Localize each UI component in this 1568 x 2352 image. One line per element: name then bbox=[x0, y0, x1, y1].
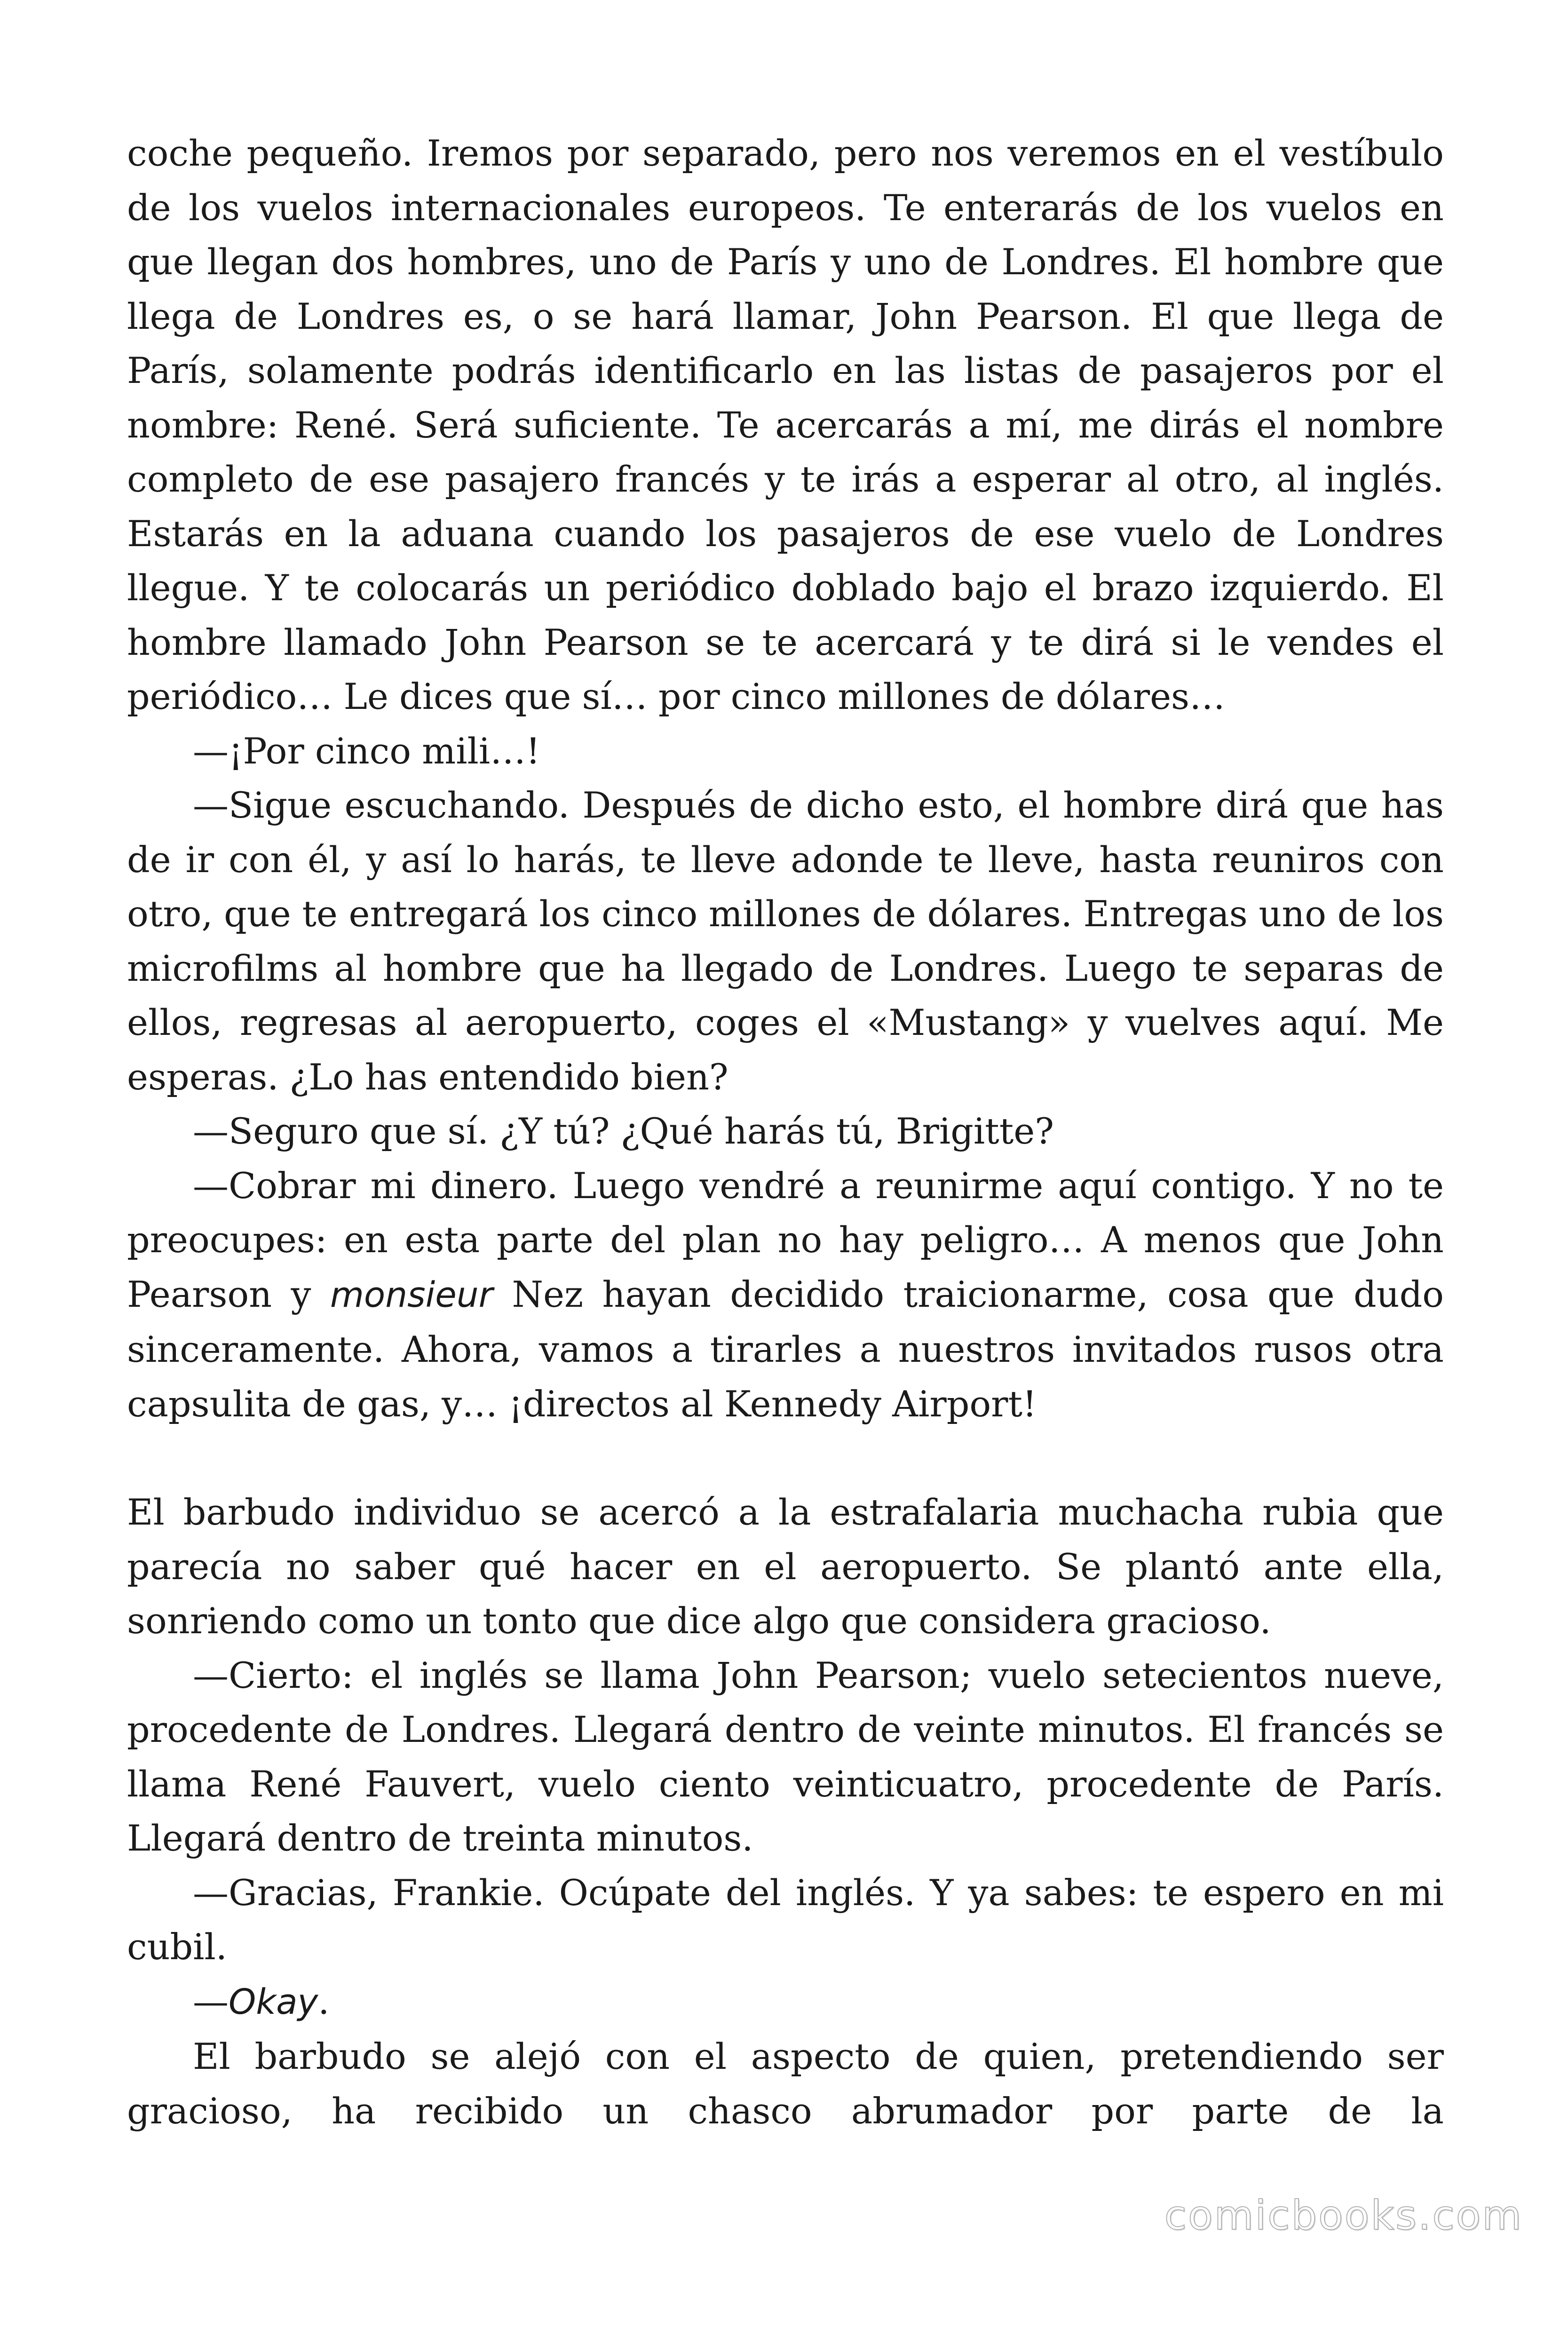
paragraph bbox=[127, 1159, 1444, 1431]
paragraph: —Gracias, Frankie. Ocúpate del inglés. Y ya sabes: te espero en mi cubil. bbox=[127, 1871, 1444, 1968]
italic-word: monsieur bbox=[330, 1274, 493, 1315]
paragraph: coche pequeño. Iremos por separado, pero nos veremos en el vestíbulo de los vuelos internacionales europeos. Te enterarás de los vuelos en que llegan dos hombres, uno de París y uno de Londres. El hombre que llega de Londres es, o se hará llamar, John Pearson. El que llega de París, solamente podrás identificarlo en las listas de pasajeros por el nombre: René. Será suficiente. Te acercarás a mí, me dirás el nombre completo de ese pasajero francés y te irás a esperar al otro, al inglés. Estarás en la aduana cuando los pasajeros de ese vuelo de Londres llegue. Y te colocarás un periódico doblado bajo el brazo izquierdo. El hombre llamado John Pearson se te acercará y te dirá si le vendes el periódico… Le dices que sí… por cinco millones de dólares… bbox=[127, 132, 1444, 717]
italic-word: Okay bbox=[229, 1981, 318, 2022]
paragraph-text: —Cobrar mi dinero. Luego vendré a reunirme aquí contigo. Y no te preocupes: en esta parte del plan no hay peligro… A menos que John Pearson y bbox=[127, 1164, 1444, 1315]
paragraph: El barbudo individuo se acercó a la estrafalaria muchacha rubia que parecía no saber qué hacer en el aeropuerto. Se plantó ante ella, sonriendo como un tonto que dice algo que considera gracioso. bbox=[127, 1491, 1444, 1642]
paragraph-text: — bbox=[193, 1980, 229, 2022]
paragraph: —¡Por cinco mili…! bbox=[193, 730, 540, 772]
paragraph: —Sigue escuchando. Después de dicho esto, el hombre dirá que has de ir con él, y así lo harás, te lleve adonde te lleve, hasta reuniros con otro, que te entregará los cinco millones de dólares. Entregas uno de los microfilms al hombre que ha llegado de Londres. Luego te separas de ellos, regresas al aeropuerto, coges el «Mustang» y vuelves aquí. Me esperas. ¿Lo has entendido bien? bbox=[127, 784, 1444, 1098]
paragraph-text: . bbox=[318, 1980, 330, 2022]
paragraph: —Cierto: el inglés se llama John Pearson; vuelo setecientos nueve, procedente de Londres. Llegará dentro de veinte minutos. El francés se llama René Fauvert, vuelo ciento veinticuatro, procedente de París. Llegará dentro de treinta minutos. bbox=[127, 1654, 1444, 1859]
paragraph: El barbudo se alejó con el aspecto de quien, pretendiendo ser gracioso, ha recibido un chasco abrumador por parte de la bbox=[127, 2035, 1444, 2132]
paragraph bbox=[127, 1974, 1444, 2030]
watermark: comicbooks.com bbox=[1164, 2192, 1523, 2239]
paragraph-text: Nez hayan decidido traicionarme, cosa que dudo sinceramente. Ahora, vamos a tirarles a nuestros invitados rusos otra capsulita de gas, y… ¡directos al Kennedy Airport! bbox=[127, 1273, 1444, 1425]
paragraph: —Seguro que sí. ¿Y tú? ¿Qué harás tú, Brigitte? bbox=[193, 1110, 1054, 1152]
page-body bbox=[127, 126, 1444, 2138]
